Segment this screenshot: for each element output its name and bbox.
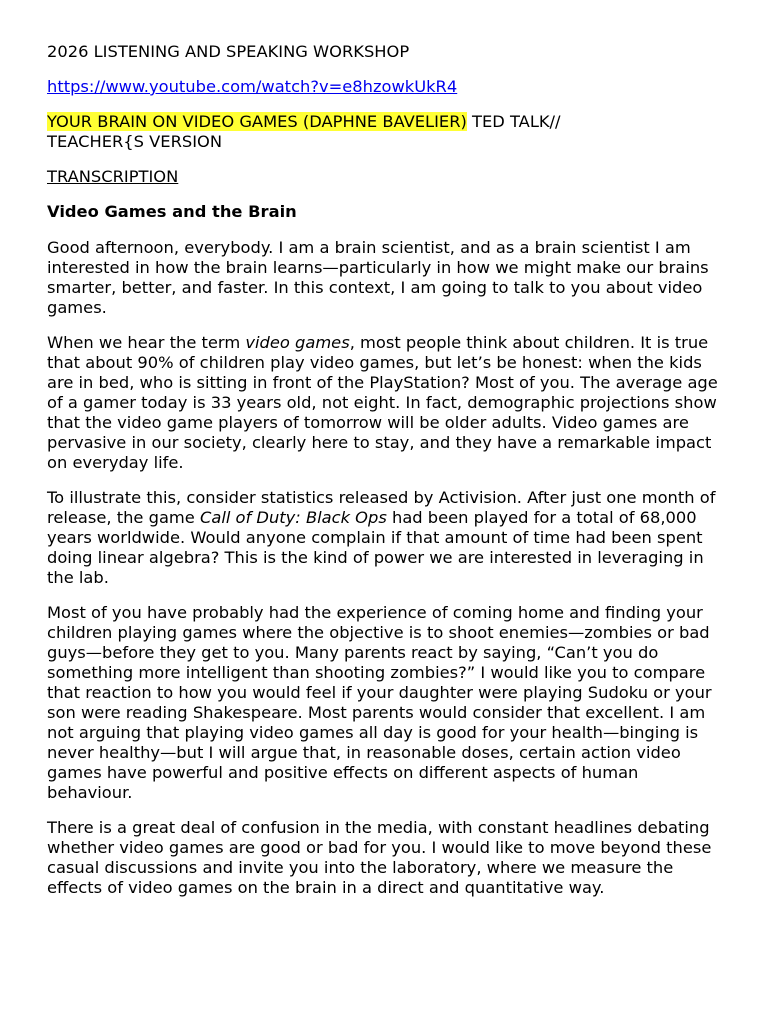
paragraph-3-start: To illustrate this, consider statistics released by Activision. After just one month of release, the game (47, 488, 716, 527)
paragraph-2-end: , most people think about children. It is true that about 90% of children play video games, but let’s be honest: when the kids are in bed, who is sitting in front of the PlayStation? Most of you. The average age of a gamer today is 33 years old, not eight. In fact, demographic projections show that the video game players of tomorrow will be older adults. Video games are pervasive in our society, clearly here to stay, and they have a remarkable impact on everyday life. (47, 333, 718, 472)
paragraph-2 (47, 333, 727, 473)
document-page (47, 42, 727, 913)
video-link-line (47, 77, 727, 97)
paragraph-4: Most of you have probably had the experience of coming home and finding your children playing games where the objective is to shoot enemies—zombies or bad guys—before they get to you. Many parents react by saying, “Can’t you do something more intelligent than shooting zombies?” I would like you to compare that reaction to how you would feel if your daughter were playing Sudoku or your son were reading Shakespeare. Most parents would consider that excellent. I am not arguing that playing video games all day is good for your health—binging is never healthy—but I will argue that, in reasonable doses, certain action video games have powerful and positive effects on different aspects of human behaviour. (47, 603, 712, 802)
paragraph-1: Good afternoon, everybody. I am a brain scientist, and as a brain scientist I am interested in how the brain learns—particularly in how we might make our brains smarter, better, and faster. In this context, I am going to talk to you about video games. (47, 238, 709, 317)
workshop-title: 2026 LISTENING AND SPEAKING WORKSHOP (47, 42, 410, 61)
paragraph-2-emphasis: video games (245, 333, 350, 352)
paragraph-3-emphasis: Call of Duty: Black Ops (199, 508, 387, 527)
paragraph-2-start: When we hear the term (47, 333, 246, 352)
paragraph-5: There is a great deal of confusion in the media, with constant headlines debating whether video games are good or bad for you. I would like to move beyond these casual discussions and invite you into the laboratory, where we measure the effects of video games on the brain in a direct and quantitative way. (47, 818, 712, 897)
video-link[interactable]: https://www.youtube.com/watch?v=e8hzowkUkR4 (47, 77, 458, 96)
paragraph-3-end: had been played for a total of 68,000 years worldwide. Would anyone complain if that amount of time had been spent doing linear algebra? This is the kind of power we are interested in leveraging in the lab. (47, 508, 704, 587)
section-label-line (47, 167, 727, 187)
talk-title-highlighted: YOUR BRAIN ON VIDEO GAMES (DAPHNE BAVELIER) (47, 112, 467, 131)
talk-title (47, 112, 727, 152)
article-title: Video Games and the Brain (47, 202, 297, 221)
version-label: TEACHER{S VERSION (47, 132, 223, 151)
talk-title-rest: TED TALK// (466, 112, 561, 131)
paragraph-3 (47, 488, 727, 588)
section-label: TRANSCRIPTION (47, 167, 179, 186)
